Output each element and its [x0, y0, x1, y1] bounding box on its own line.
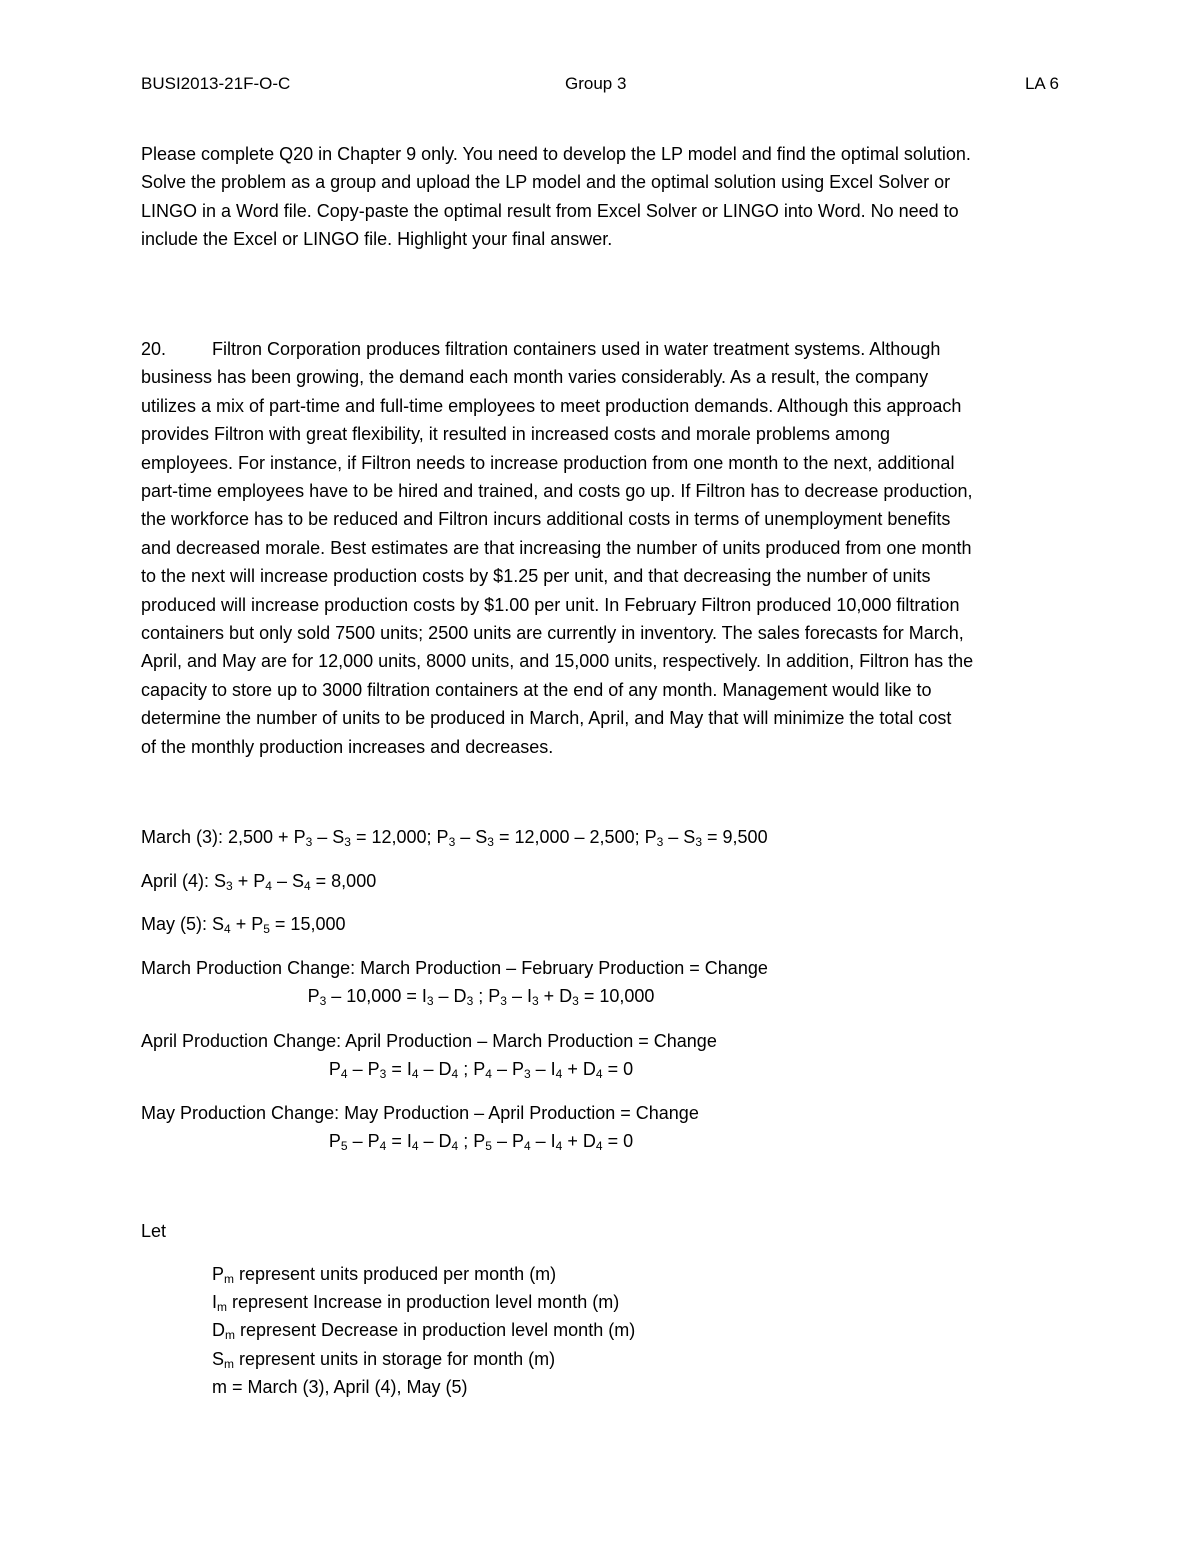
may-balance-equation: May (5): $S_4 + P_5 = 15,000$ — [141, 914, 346, 936]
instructions-line: include the Excel or LINGO file. Highlight your final answer. — [141, 229, 613, 250]
question-number: 20. — [141, 339, 167, 359]
definition-month-index: m = March (3), April (4), May (5) — [212, 1376, 468, 1397]
may-change-equation: $P_5 - P_4 = I_4 - D_4$ ; $P_5 - P_4 - I_4 + D_4 = 0$ — [328, 1131, 634, 1153]
page-header — [141, 74, 1059, 98]
problem-line: containers but only sold 7500 units; 2500 units are currently in inventory. The sales forecasts for March, — [141, 623, 964, 644]
april-balance-equation: April (4): $S_3 + P_4 - S_4 = 8,000$ — [141, 871, 377, 893]
problem-line: part-time employees have to be hired and trained, and costs go up. If Filtron has to decrease production, — [141, 481, 973, 502]
instructions-paragraph — [141, 140, 1059, 254]
definition-decrease: $D_m$ represent Decrease in production level month (m) — [212, 1320, 636, 1343]
problem-first-line — [141, 335, 1059, 363]
instructions-line: Please complete Q20 in Chapter 9 only. You need to develop the LP model and find the optimal solution. — [141, 144, 971, 164]
header-assignment: LA 6 — [1024, 74, 1059, 93]
definition-production: $P_m$ represent units produced per month (m) — [212, 1264, 557, 1286]
variable-definitions — [212, 1260, 635, 1401]
problem-line: Filtron Corporation produces filtration containers used in water treatment systems. Although — [212, 339, 941, 359]
header-course-code: BUSI2013-21F-O-C — [141, 74, 291, 93]
let-label: Let — [141, 1221, 167, 1241]
problem-line: determine the number of units to be produced in March, April, and May that will minimize the total cost — [141, 708, 952, 729]
definition-increase: $I_m$ represent Increase in production level month (m) — [212, 1292, 620, 1315]
problem-line: to the next will increase production costs by $1.25 per unit, and that decreasing the number of units — [141, 566, 931, 587]
march-change-equation: $P_3 - 10,000 = I_3 - D_3$ ; $P_3 - I_3 + D_3 = 10,000$ — [307, 986, 655, 1008]
problem-line: and decreased morale. Best estimates are that increasing the number of units produced from one month — [141, 537, 972, 558]
problem-line: employees. For instance, if Filtron needs to increase production from one month to the next, additional — [141, 452, 955, 473]
header-group: Group 3 — [565, 74, 627, 93]
problem-line: business has been growing, the demand each month varies considerably. As a result, the company — [141, 367, 929, 388]
problem-line: April, and May are for 12,000 units, 8000 units, and 15,000 units, respectively. In addition, Filtron has the — [141, 651, 974, 672]
problem-line: the workforce has to be reduced and Filtron incurs additional costs in terms of unemployment benefits — [141, 509, 951, 530]
april-change-label: April Production Change: April Production – March Production = Change — [141, 1031, 717, 1051]
may-change-label: May Production Change: May Production – April Production = Change — [141, 1103, 699, 1123]
problem-line: of the monthly production increases and decreases. — [141, 736, 554, 757]
problem-line: provides Filtron with great flexibility, it resulted in increased costs and morale problems among — [141, 424, 891, 445]
problem-paragraph — [141, 335, 1059, 761]
instructions-line: Solve the problem as a group and upload the LP model and the optimal solution using Excel Solver or — [141, 172, 951, 193]
march-change-label: March Production Change: March Production – February Production = Change — [141, 958, 768, 978]
april-change-equation: $P_4 - P_3 = I_4 - D_4$ ; $P_4 - P_3 - I_4 + D_4 = 0$ — [328, 1059, 634, 1081]
instructions-line: LINGO in a Word file. Copy-paste the optimal result from Excel Solver or LINGO into Word. No need to — [141, 200, 959, 221]
problem-line: produced will increase production costs by $1.00 per unit. In February Filtron produced 10,000 filtration — [141, 594, 960, 615]
problem-line: capacity to store up to 3000 filtration containers at the end of any month. Management would like to — [141, 679, 932, 700]
definition-storage: $S_m$ represent units in storage for month (m) — [212, 1348, 556, 1371]
march-balance-equation: March (3): $2,500 + P_3 - S_3 = 12,000$; $P_3 - S_3 = 12,000 - 2,500$; $P_3 - S_3 = 9,500$ — [141, 827, 768, 849]
problem-line: utilizes a mix of part-time and full-time employees to meet production demands. Although this approach — [141, 395, 962, 416]
